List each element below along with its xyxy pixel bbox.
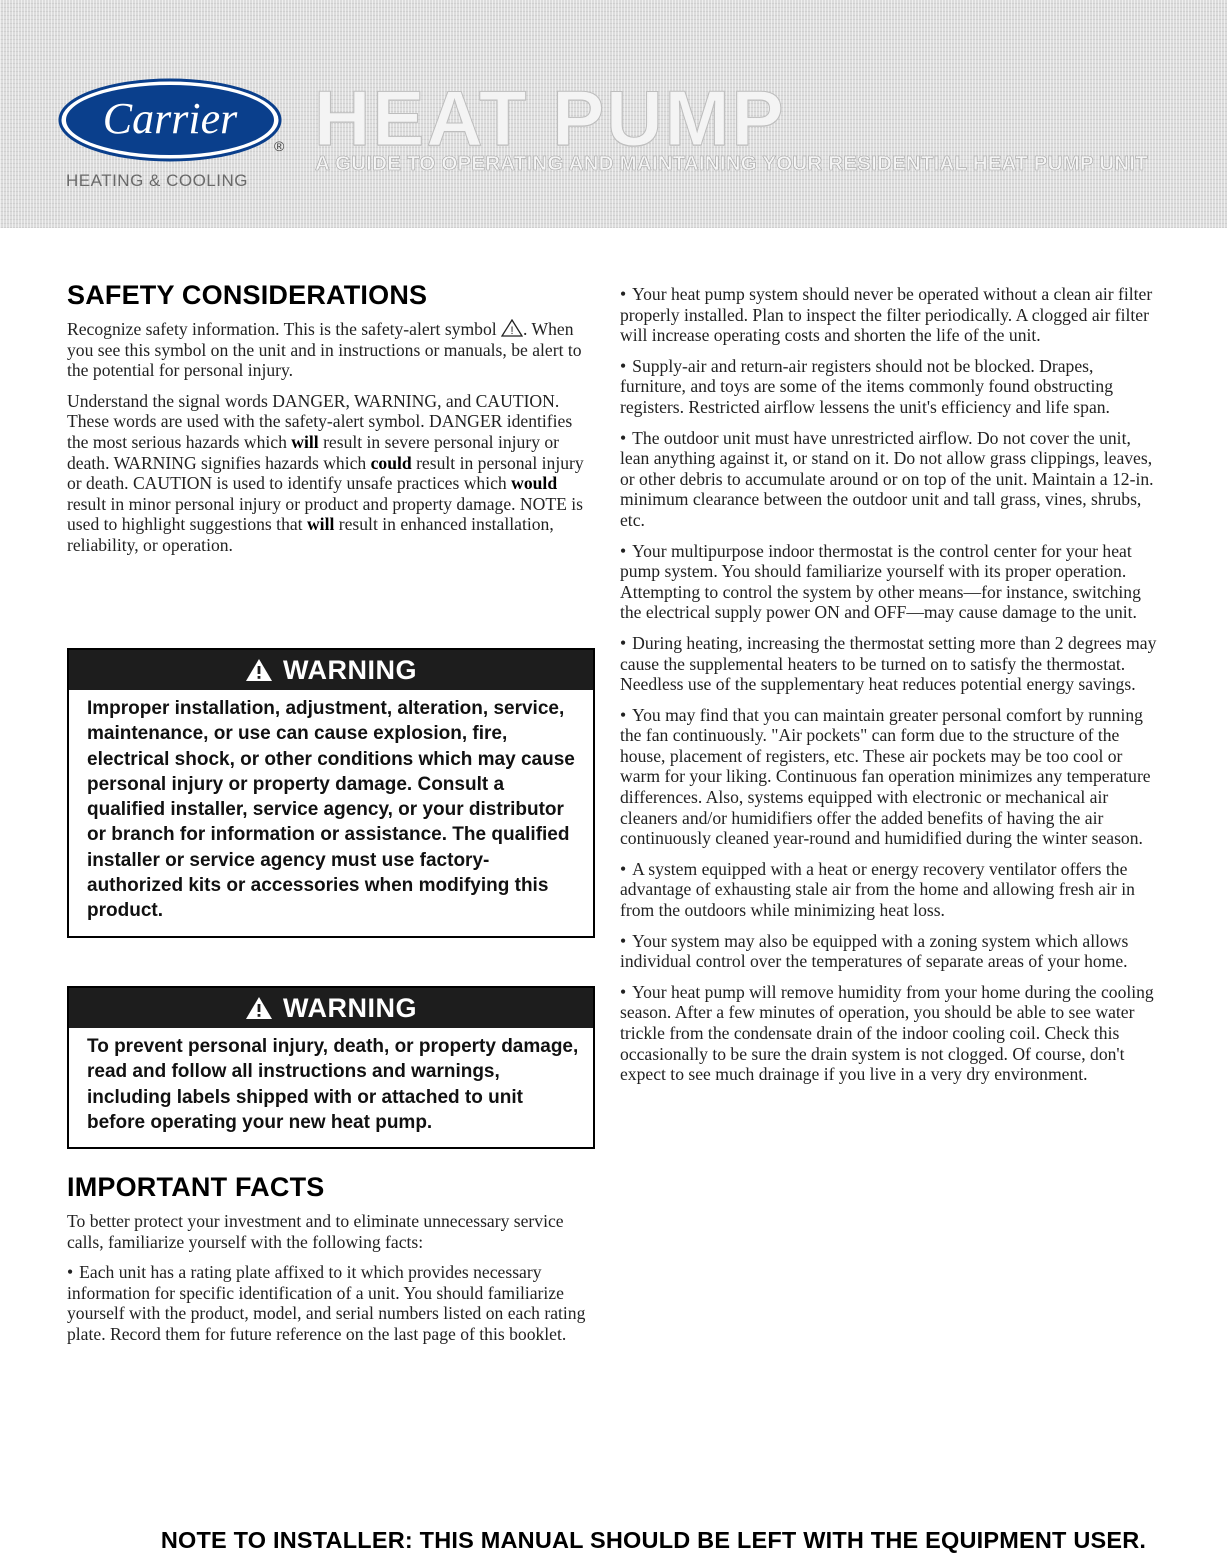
warning-text: Improper installation, adjustment, alteration, service, maintenance, or use can cause explosion, fire, electrical shock, or other conditions which may cause personal injury or property damage. Consult a qualified installer, service agency, or your distributor or branch for information or assistance. The qualified installer or service agency must use factory-authorized kits or accessories when modifying this product. — [87, 698, 575, 922]
facts-intro: To better protect your investment and to eliminate unnecessary service calls, familiarize yourself with the following facts: — [67, 1211, 564, 1252]
list-item: • Your multipurpose indoor thermostat is the control center for your heat pump system. You should familiarize yourself with its proper operation. Attempting to control the system by other means—for instance, switching the electrical supply power ON and OFF—may cause damage to the unit. — [620, 540, 1141, 623]
warning-box-1 — [67, 648, 595, 938]
warning-triangle-icon — [245, 658, 273, 682]
warning-box-2 — [67, 986, 595, 1149]
list-item: • You may find that you can maintain greater personal comfort by running the fan continuously. "Air pockets" can form due to the structure of the house, placement of registers, etc. These air pockets may be too cool or warm for your liking. Continuous fan operation minimizes any temperature differences. Also, systems equipped with electronic or mechanical air cleaners and/or humidifiers offer the added benefits of having the air continuously cleaned year-round and humidified during the winter season. — [620, 704, 1151, 849]
page-title: HEAT PUMP — [314, 74, 786, 162]
list-item: • A system equipped with a heat or energy recovery ventilator offers the advantage of exhausting stale air from the home and allowing fresh air in from the outdoors while minimizing heat loss. — [620, 858, 1135, 921]
list-item: • Supply-air and return-air registers should not be blocked. Drapes, furniture, and toys are some of the items commonly found obstructing registers. Restricted airflow lessens the unit's efficiency and life span. — [620, 355, 1114, 417]
installer-note: NOTE TO INSTALLER: THIS MANUAL SHOULD BE LEFT WITH THE EQUIPMENT USER. — [160, 1527, 1147, 1553]
brand-tagline: HEATING & COOLING — [66, 171, 248, 190]
registered-mark: ® — [274, 138, 285, 154]
header-banner — [0, 0, 1227, 228]
list-item: • Your heat pump system should never be operated without a clean air filter properly installed. Plan to inspect the filter periodically. A clogged air filter will increase operating costs and shorten the life of the unit. — [620, 284, 1153, 346]
warning-text: To prevent personal injury, death, or property damage, read and follow all instructions and warnings, including labels shipped with or attached to unit before operating your new heat pump. — [87, 1036, 579, 1133]
svg-text:!: ! — [510, 325, 514, 337]
right-column — [620, 284, 1158, 1095]
list-item: • Each unit has a rating plate affixed to it which provides necessary information for specific identification of a unit. You should familiarize yourself with the product, model, and serial numbers listed on each rating plate. Record them for future reference on the last page of this booklet. — [67, 1262, 586, 1344]
important-facts-section — [67, 1160, 593, 1355]
warning-triangle-icon — [245, 996, 273, 1020]
safety-alert-icon — [501, 319, 523, 337]
warning-header: WARNING — [69, 988, 593, 1028]
facts-heading: IMPORTANT FACTS — [67, 1172, 325, 1202]
carrier-logo — [58, 78, 284, 164]
svg-text:Carrier: Carrier — [102, 94, 238, 143]
list-item: • Your heat pump will remove humidity from your home during the cooling season. After a few minutes of operation, you should be able to see water trickle from the condensate drain of the indoor cooling coil. Check this occasionally to be sure the drain system is not clogged. Of course, don't expect to see much drainage if you live in a very dry environment. — [620, 981, 1154, 1085]
safety-paragraph-1: Recognize safety information. This is the safety-alert symbol ! . When you see this symbol on the unit and in instructions or manuals, be alert to the potential for personal injury. — [67, 319, 582, 381]
page-subtitle: A GUIDE TO OPERATING AND MAINTAINING YOUR RESIDENTIAL HEAT PUMP UNIT — [315, 152, 1148, 175]
list-item: • The outdoor unit must have unrestricted airflow. Do not cover the unit, lean anything against it, or stand on it. Do not allow grass clippings, leaves, or other debris to accumulate around or on top of the unit. Maintain a 12-in. minimum clearance between the outdoor unit and tall grass, vines, shrubs, etc. — [620, 427, 1154, 530]
safety-heading: SAFETY CONSIDERATIONS — [67, 280, 428, 310]
list-item: • During heating, increasing the thermostat setting more than 2 degrees may cause the supplemental heaters to be turned on to satisfy the thermostat. Needless use of the supplementary heat reduces potential energy savings. — [620, 632, 1157, 695]
list-item: • Your system may also be equipped with a zoning system which allows individual control over the temperatures of separate areas of your home. — [620, 930, 1129, 972]
warning-header: WARNING — [69, 650, 593, 690]
left-column — [67, 268, 593, 566]
safety-paragraph-2: Understand the signal words DANGER, WARNING, and CAUTION. These words are used with the safety-alert symbol. DANGER identifies the most serious hazards which will result in severe personal injury or death. WARNING signifies hazards which could result in personal injury or death. CAUTION is used to identify unsafe practices which would result in minor personal injury or product and property damage. NOTE is used to highlight suggestions that will result in enhanced installation, reliability, or operation. — [67, 390, 584, 555]
